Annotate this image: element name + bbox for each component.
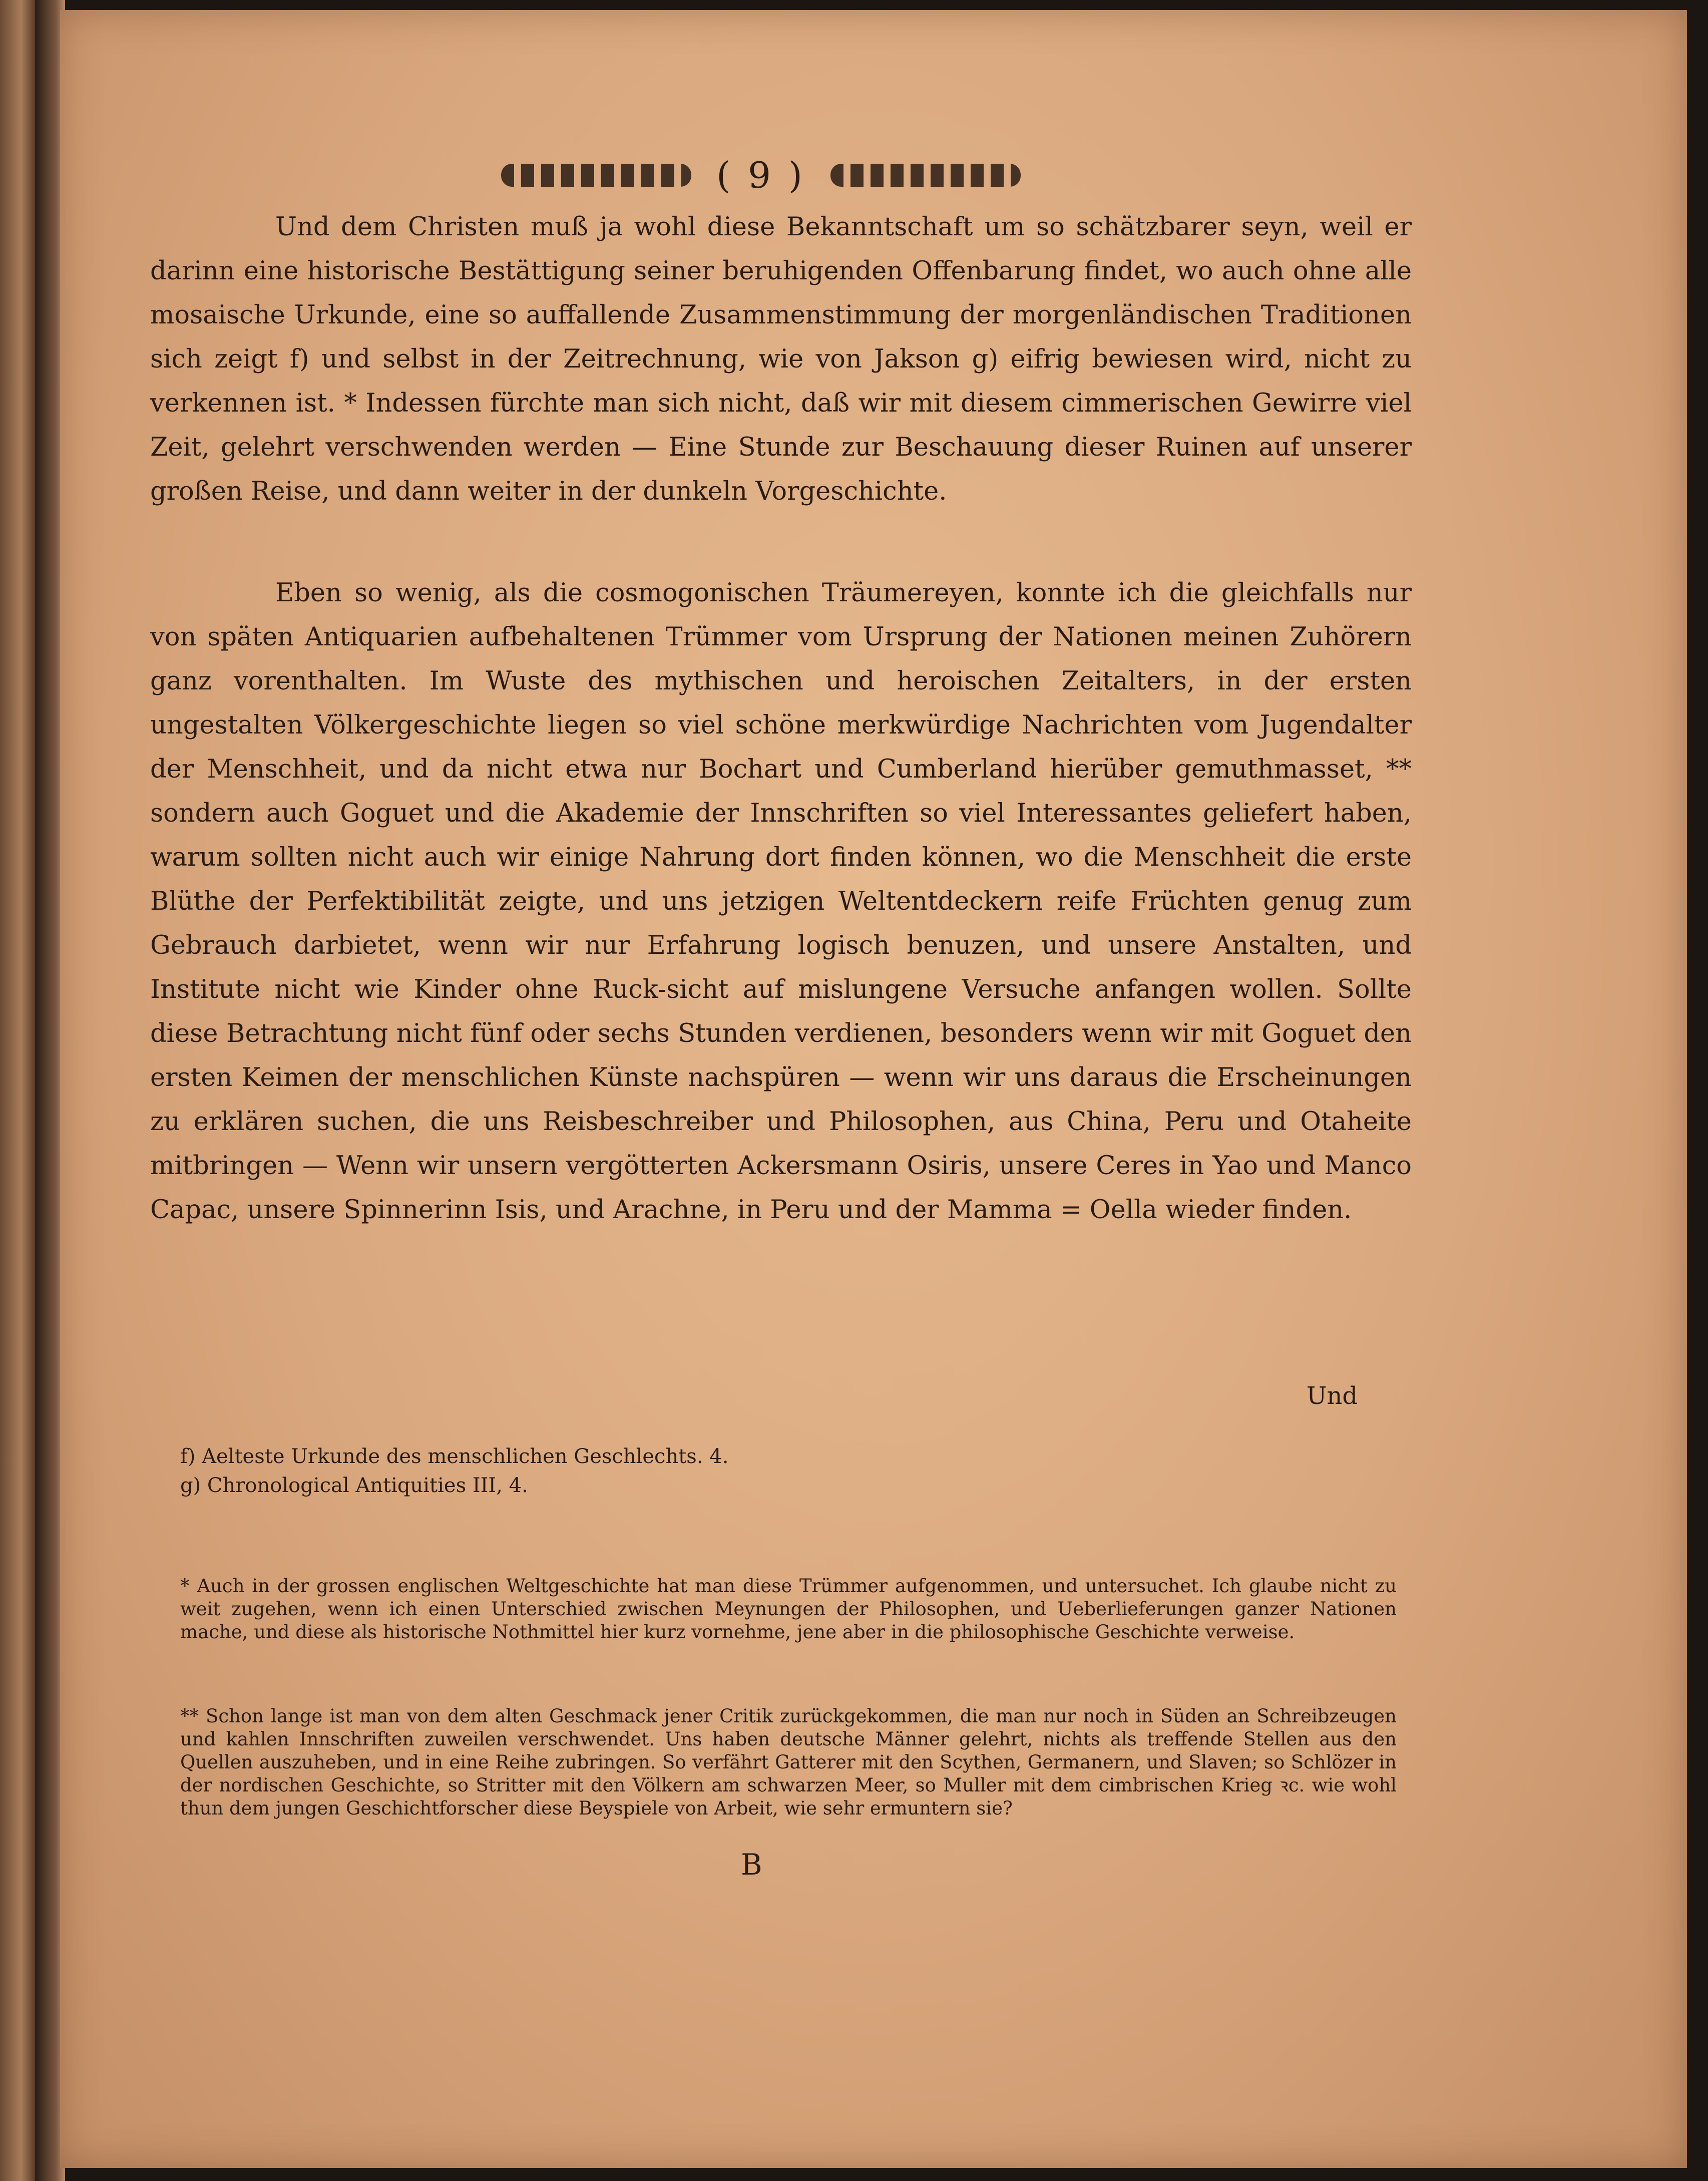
catchword: Und — [1307, 1382, 1358, 1410]
paragraph: Und dem Christen muß ja wohl diese Bekanntschaft um so schätzbarer seyn, weil er darinn eine historische Bestättigung seiner beruhigenden Offenbarung findet, wo auch ohne alle mosaische Urkunde, eine so auffallende Zusammenstimmung der morgenländischen Traditionen sich zeigt f) und selbst in der Zeitrechnung, wie von Jakson g) eifrig bewiesen wird, nicht zu verkennen ist. * Indessen fürchte man sich nicht, daß wir mit diesem cimmerischen Gewirre viel Zeit, gelehrt verschwenden werden — Eine Stunde zur Beschauung dieser Ruinen auf unserer großen Reise, und dann weiter in der dunkeln Vorgeschichte. — [150, 212, 1412, 506]
footnote: ** Schon lange ist man von dem alten Geschmack jener Critik zurückgekommen, die man nur noch in Süden an Schreibzeugen und kahlen Innschriften zuweilen verschwendet. Uns haben deutsche Männer gelehrt, nichts als treffende Stellen aus den Quellen auszuheben, und in eine Reihe zubringen. So verfährt Gatterer mit den Scythen, Germanern, und Slaven; so Schlözer in der nordischen Geschichte, so Stritter mit den Völkern am schwarzen Meer, so Muller mit dem cimbrischen Krieg ꝛc. wie wohl thun dem jungen Geschichtforscher diese Beyspiele von Arbeit, wie sehr ermuntern sie? — [180, 1705, 1397, 1819]
reference-note: g) Chronological Antiquities III, 4. — [180, 1474, 528, 1497]
running-header — [410, 145, 1111, 205]
left-ornament-icon — [501, 164, 691, 187]
footnote: * Auch in der grossen englischen Weltgeschichte hat man diese Trümmer aufgenommen, und untersuchet. Ich glaube nicht zu weit zugehen, wenn ich einen Unterschied zwischen Meynungen der Philosophen, und Ueberlieferungen ganzer Nationen mache, und diese als historische Nothmittel hier kurz vornehme, jene aber in die philosophische Geschichte verweise. — [180, 1575, 1397, 1643]
left-page-edge — [0, 0, 35, 2181]
page-number: ( 9 ) — [716, 154, 805, 196]
paragraph: Eben so wenig, als die cosmogonischen Träumereyen, konnte ich die gleichfalls nur von späten Antiquarien aufbehaltenen Trümmer vom Ursprung der Nationen meinen Zuhörern ganz vorenthalten. Im Wuste des mythischen und heroischen Zeitalters, in der ersten ungestalten Völkergeschichte liegen so viel schöne merkwürdige Nachrichten vom Jugendalter der Menschheit, und da nicht etwa nur Bochart und Cumberland hierüber gemuthmasset, ** sondern auch Goguet und die Akademie der Innschriften so viel Interessantes geliefert haben, warum sollten nicht auch wir einige Nahrung dort finden können, wo die Menschheit die erste Blüthe der Perfektibilität zeigte, und uns jetzigen Weltentdeckern reife Früchten genug zum Gebrauch darbietet, wenn wir nur Erfahrung logisch benuzen, und unsere Anstalten, und Institute nicht wie Kinder ohne Ruck-sicht auf mislungene Versuche anfangen wollen. Sollte diese Betrachtung nicht fünf oder sechs Stunden verdienen, besonders wenn wir mit Goguet den ersten Keimen der menschlichen Künste nachspüren — wenn wir uns daraus die Erscheinungen zu erklären suchen, die uns Reisbeschreiber und Philosophen, aus China, Peru und Otaheite mitbringen — Wenn wir unsern vergötterten Ackersmann Osiris, unsere Ceres in Yao und Manco Capac, unsere Spinnerinn Isis, und Arachne, in Peru und der Mamma = Oella wieder finden. — [150, 578, 1412, 1225]
right-ornament-icon — [830, 164, 1021, 187]
printer-signature-mark: B — [741, 1848, 762, 1882]
main-text — [150, 205, 1412, 1232]
reference-note: f) Aelteste Urkunde des menschlichen Geschlechts. 4. — [180, 1445, 729, 1468]
reference-notes — [180, 1442, 1382, 1500]
